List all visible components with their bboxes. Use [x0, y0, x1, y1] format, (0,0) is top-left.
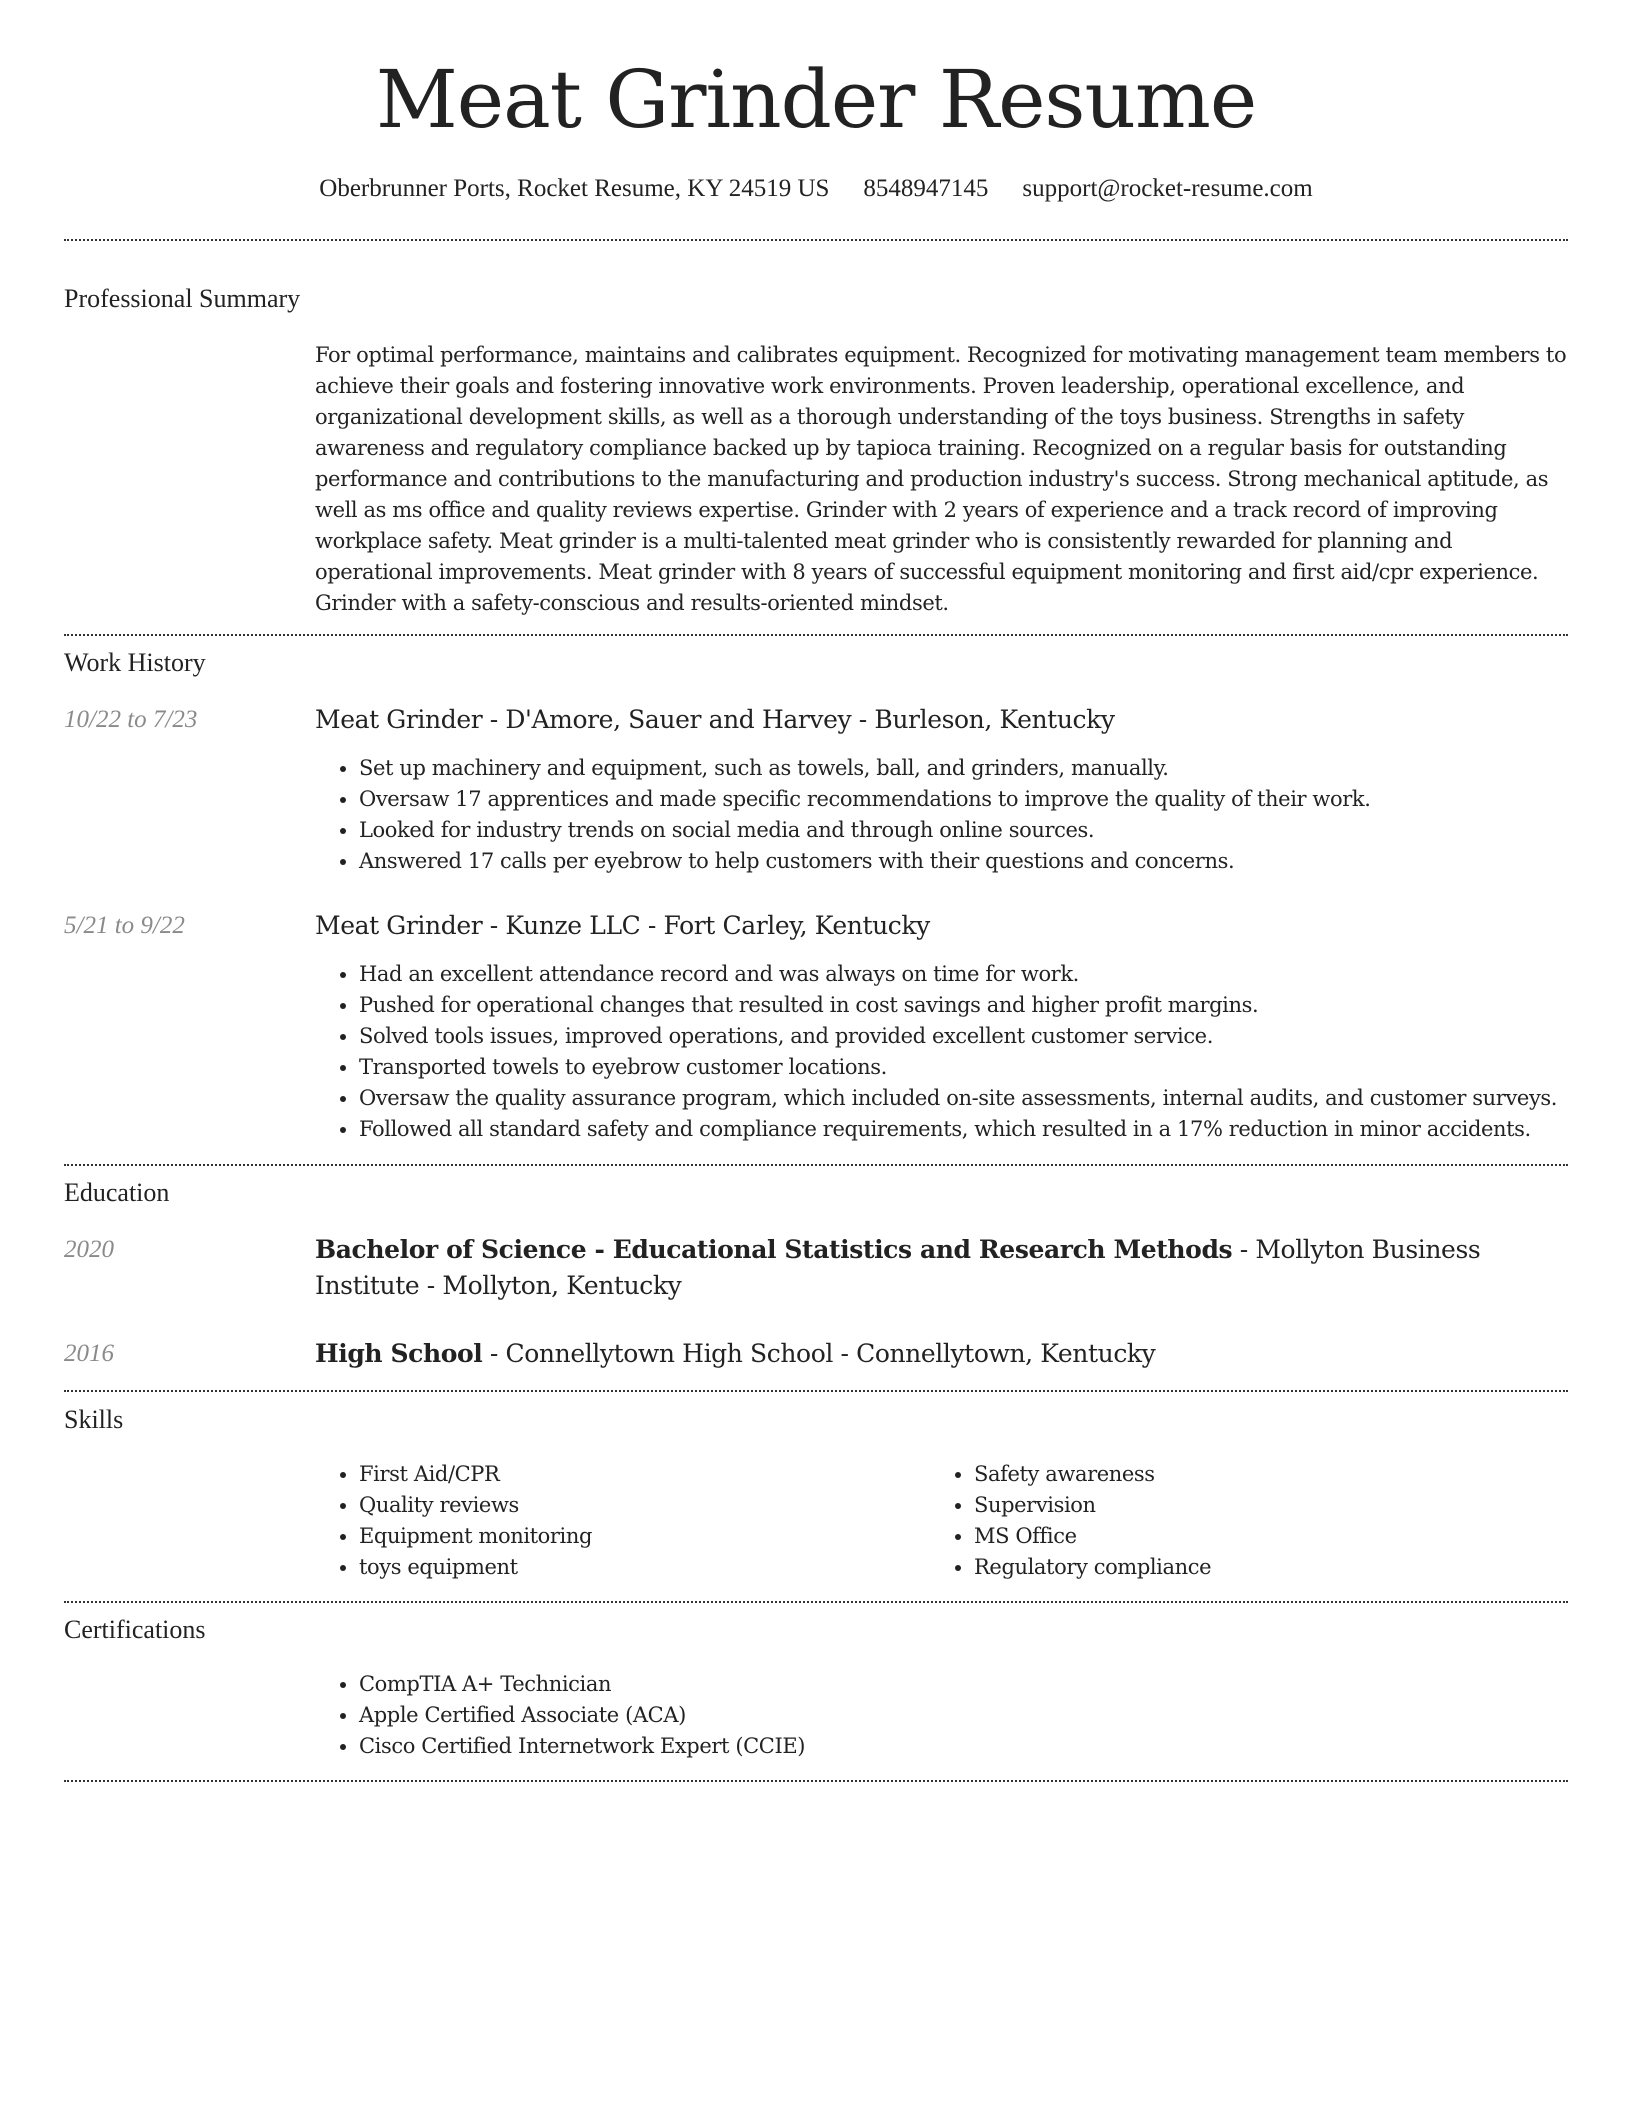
section-divider — [64, 634, 1568, 636]
degree-text: Bachelor of Science - Educational Statistics and Research Methods — [315, 1235, 1233, 1264]
education-year: 2020 — [64, 1236, 114, 1263]
list-item: • First Aid/CPR — [359, 1459, 915, 1490]
school-text: - Connellytown High School - Connellytown, Kentucky — [482, 1339, 1156, 1368]
list-item: • Apple Certified Associate (ACA) — [359, 1700, 1568, 1731]
list-item: • Set up machinery and equipment, such as towels, ball, and grinders, manually. — [359, 753, 1568, 784]
job-bullets — [315, 959, 1568, 1145]
section-divider — [64, 1601, 1568, 1603]
address-text: Oberbrunner Ports, Rocket Resume, KY 24519 US — [319, 175, 830, 202]
list-item: • Oversaw 17 apprentices and made specific recommendations to improve the quality of their work. — [359, 784, 1568, 815]
degree-text: High School — [315, 1339, 483, 1368]
resume-title: Meat Grinder Resume — [375, 53, 1257, 146]
list-item: • Looked for industry trends on social media and through online sources. — [359, 815, 1568, 846]
list-item: • Cisco Certified Internetwork Expert (CCIE) — [359, 1731, 1568, 1762]
list-item: • toys equipment — [359, 1552, 915, 1583]
list-item: • Regulatory compliance — [974, 1552, 1530, 1583]
list-item: • Answered 17 calls per eyebrow to help customers with their questions and concerns. — [359, 846, 1568, 877]
certifications-list — [315, 1669, 1568, 1762]
list-item: • Quality reviews — [359, 1490, 915, 1521]
list-item: • Transported towels to eyebrow customer locations. — [359, 1052, 1568, 1083]
list-item: • Equipment monitoring — [359, 1521, 915, 1552]
skills-list-right — [930, 1459, 1530, 1583]
education-year: 2016 — [64, 1340, 114, 1367]
section-divider — [64, 1164, 1568, 1166]
list-item: • Supervision — [974, 1490, 1530, 1521]
section-divider — [64, 1390, 1568, 1392]
education-heading: Education — [64, 1178, 170, 1207]
section-divider — [64, 239, 1568, 241]
skills-heading: Skills — [64, 1405, 124, 1434]
list-item: • Followed all standard safety and compliance requirements, which resulted in a 17% reduction in minor accidents. — [359, 1114, 1568, 1145]
job-dates: 5/21 to 9/22 — [64, 912, 185, 939]
email-text: support@rocket-resume.com — [1022, 175, 1313, 202]
job-title: Meat Grinder - Kunze LLC - Fort Carley, Kentucky — [315, 911, 930, 940]
list-item: • Safety awareness — [974, 1459, 1530, 1490]
skills-list-left — [315, 1459, 915, 1583]
list-item: • MS Office — [974, 1521, 1530, 1552]
list-item: • Pushed for operational changes that resulted in cost savings and higher profit margins. — [359, 990, 1568, 1021]
job-dates: 10/22 to 7/23 — [64, 706, 198, 733]
summary-heading: Professional Summary — [64, 284, 301, 313]
certifications-heading: Certifications — [64, 1615, 206, 1644]
summary-text: For optimal performance, maintains and calibrates equipment. Recognized for motivating management team members to achieve their goals and fostering innovative work environments. Proven leadership, operational excellence, and organizational development skills, as well as a thorough understanding of the toys business. Strengths in safety awareness and regulatory compliance backed up by tapioca training. Recognized on a regular basis for outstanding performance and contributions to the manufacturing and production industry's success. Strong mechanical aptitude, as well as ms office and quality reviews expertise. Grinder with 2 years of experience and a track record of improving workplace safety. Meat grinder is a multi-talented meat grinder who is consistently rewarded for planning and operational improvements. Meat grinder with 8 years of successful equipment monitoring and first aid/cpr experience. Grinder with a safety-conscious and results-oriented mindset. — [315, 343, 1567, 615]
list-item: • Oversaw the quality assurance program, which included on-site assessments, internal audits, and customer surveys. — [359, 1083, 1568, 1114]
list-item: • CompTIA A+ Technician — [359, 1669, 1568, 1700]
contact-line — [0, 172, 1632, 206]
section-divider — [64, 1780, 1568, 1782]
phone-text: 8548947145 — [863, 175, 989, 202]
education-entry — [315, 1336, 1568, 1372]
work-history-heading: Work History — [64, 648, 206, 677]
job-bullets — [315, 753, 1568, 877]
list-item: • Had an excellent attendance record and was always on time for work. — [359, 959, 1568, 990]
job-title: Meat Grinder - D'Amore, Sauer and Harvey - Burleson, Kentucky — [315, 705, 1115, 734]
education-entry — [315, 1232, 1568, 1304]
list-item: • Solved tools issues, improved operations, and provided excellent customer service. — [359, 1021, 1568, 1052]
school-text: - Mollyton Business Institute - Mollyton, Kentucky — [315, 1235, 1481, 1300]
